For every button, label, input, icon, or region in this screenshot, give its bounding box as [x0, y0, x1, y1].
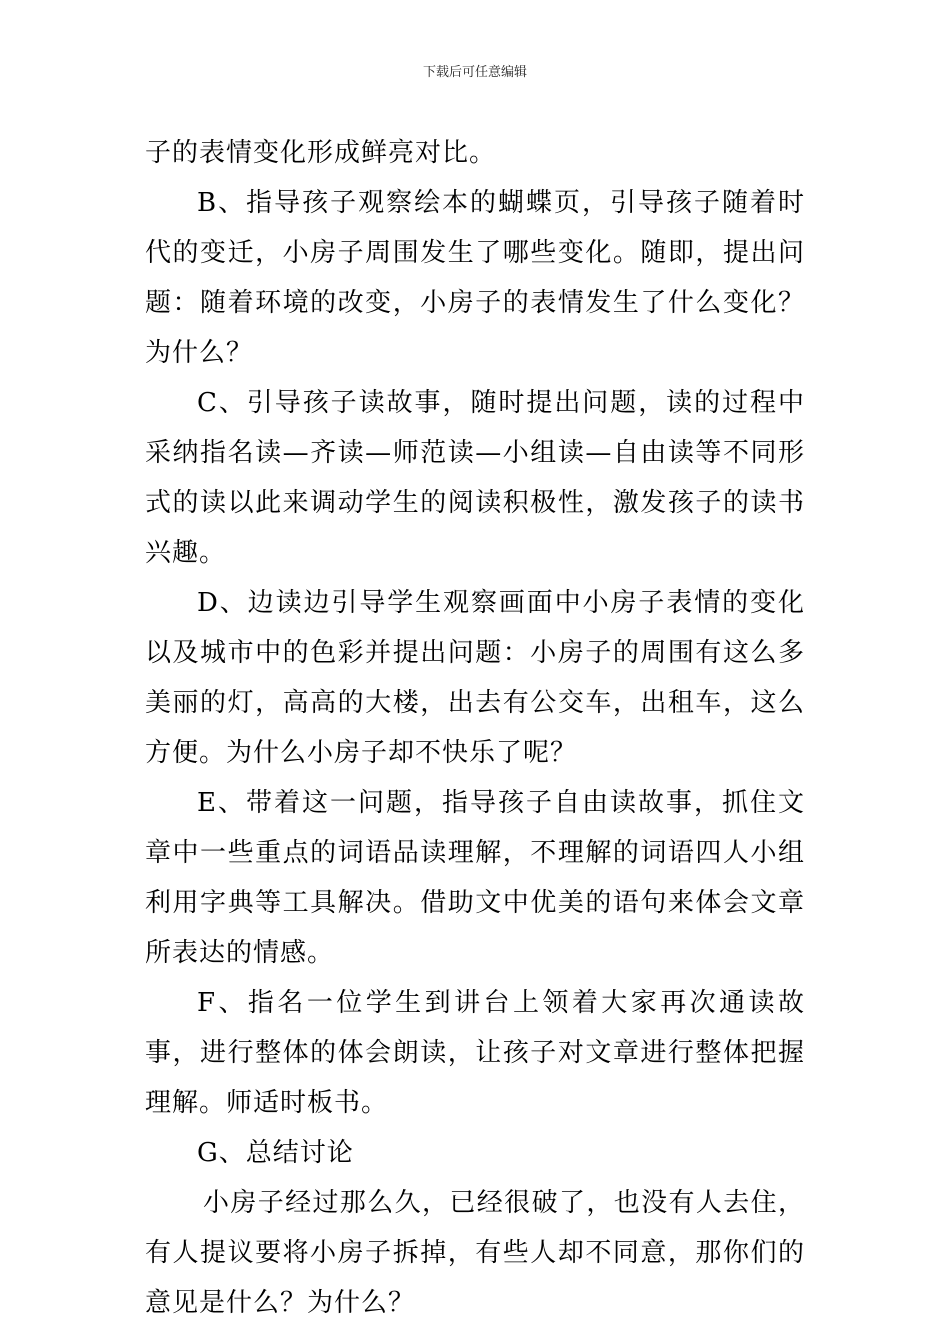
document-body [145, 128, 805, 1328]
paragraph-e: E、带着这一问题，指导孩子自由读故事，抓住文章中一些重点的词语品读理解，不理解的词语四人小组利用字典等工具解决。借助文中优美的语句来体会文章所表达的情感。 [145, 788, 805, 968]
paragraph-b: B、指导孩子观察绘本的蝴蝶页，引导孩子随着时代的变迁，小房子周围发生了哪些变化。随即，提出问题：随着环境的改变，小房子的表情发生了什么变化？为什么？ [145, 188, 805, 368]
paragraph-f: F、指名一位学生到讲台上领着大家再次通读故事，进行整体的体会朗读，让孩子对文章进行整体把握理解。师适时板书。 [145, 988, 805, 1118]
paragraph-discussion: 小房子经过那么久，已经很破了，也没有人去住，有人提议要将小房子拆掉，有些人却不同意，那你们的意见是什么？为什么？ [145, 1188, 805, 1318]
page-header: 下载后可任意编辑 [422, 65, 527, 80]
paragraph-continuation: 子的表情变化形成鲜亮对比。 [145, 138, 497, 168]
paragraph-g-heading: G、总结讨论 [197, 1138, 354, 1168]
paragraph-c: C、引导孩子读故事，随时提出问题，读的过程中采纳指名读—齐读—师范读—小组读—自由读等不同形式的读以此来调动学生的阅读积极性，激发孩子的读书兴趣。 [145, 388, 805, 568]
paragraph-d: D、边读边引导学生观察画面中小房子表情的变化以及城市中的色彩并提出问题：小房子的周围有这么多美丽的灯，高高的大楼，出去有公交车，出租车，这么方便。为什么小房子却不快乐了呢？ [145, 588, 805, 768]
